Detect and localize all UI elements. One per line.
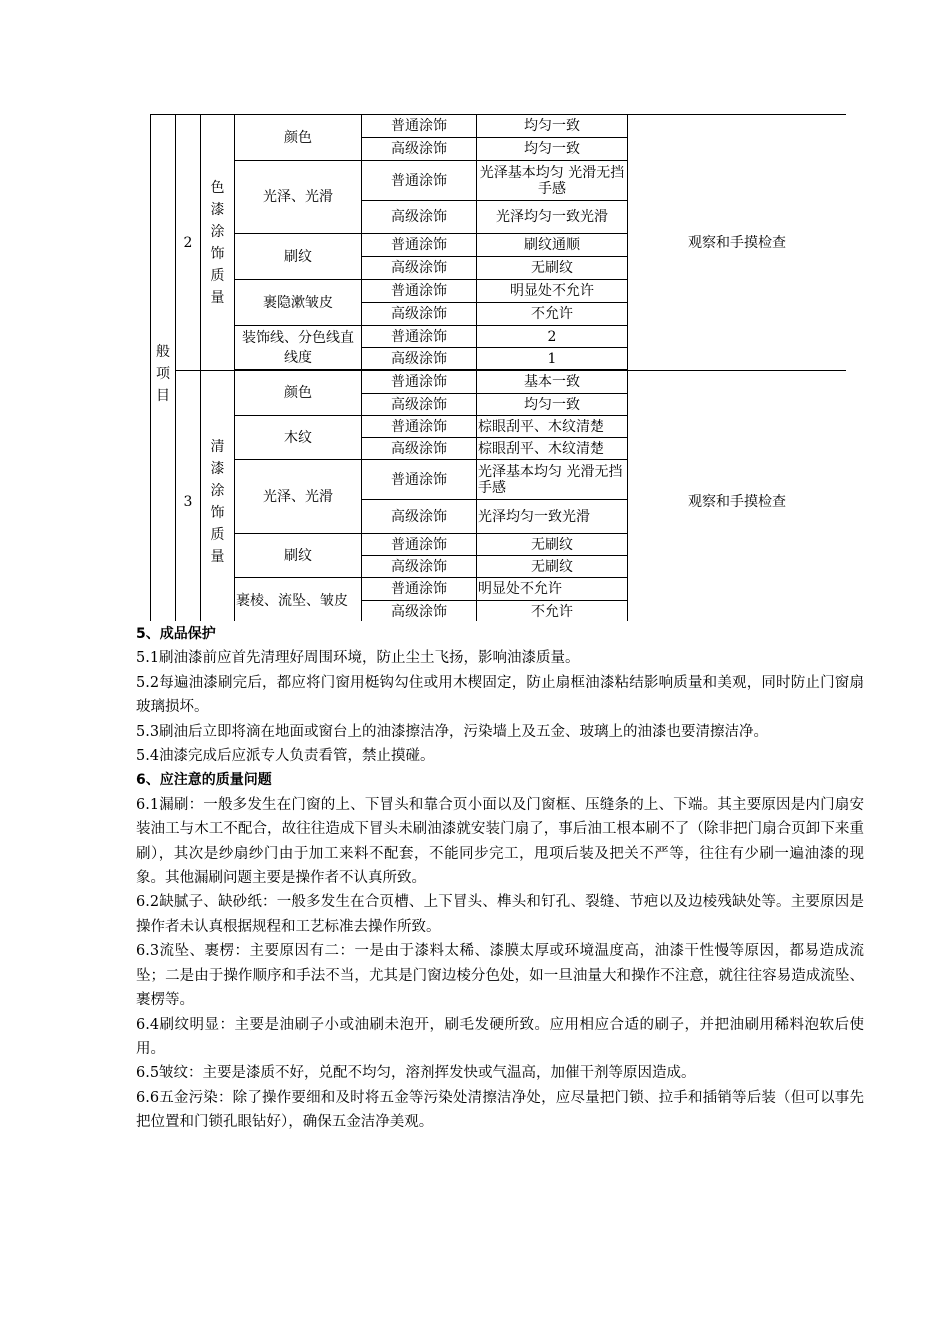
check-method: 观察和手摸检查: [628, 371, 847, 622]
standard-value: 基本一致: [477, 371, 628, 394]
category-cell: [151, 115, 176, 622]
standard-value: 明显处不允许: [477, 578, 628, 601]
paragraph: 5.2每遍油漆刷完后，都应将门窗用梃钩勾住或用木楔固定，防止扇框油漆粘结影响质量和美观，同时防止门窗扇玻璃损坏。: [136, 674, 864, 716]
paragraph: 5.4油漆完成后应派专人负责看管，禁止摸碰。: [136, 748, 435, 765]
level-label: 普通涂饰: [362, 578, 477, 601]
item-name: 裹隐漱皱皮: [235, 280, 362, 326]
level-label: 普通涂饰: [362, 115, 477, 138]
level-label: 普通涂饰: [362, 460, 477, 500]
item-name: 颜色: [235, 371, 362, 416]
level-label: 高级涂饰: [362, 303, 477, 326]
level-label: 高级涂饰: [362, 601, 477, 622]
group-name: 清漆涂饰质量: [210, 439, 225, 565]
paragraph: 5.1刷油漆前应首先清理好周围环境，防止尘土飞扬，影响油漆质量。: [136, 650, 580, 667]
level-label: 高级涂饰: [362, 556, 477, 578]
paragraph: 6.2缺腻子、缺砂纸：一般多发生在合页槽、上下冒头、榫头和钉孔、裂缝、节疤以及边棱残缺处等。主要原因是操作者未认真根据规程和工艺标准去操作所致。: [136, 894, 864, 935]
paragraph: 6.1漏刷：一般多发生在门窗的上、下冒头和靠合页小面以及门窗框、压缝条的上、下端。其主要原因是内门扇安装油工与木工不配合，故往往造成下冒头未刷油漆就安装门扇了，事后油工根本刷不了（除非把门扇合页卸下来重刷），其次是纱扇纱门由于加工来料不配套，不能同步完工，甩项后装及把关不严等，往往有少刷一遍油漆的现象。其他漏刷问题主要是操作者不认真所致。: [136, 796, 864, 887]
standard-value: 无刷纹: [477, 257, 628, 280]
paragraph: 6.6五金污染：除了操作要细和及时将五金等污染处清擦洁净处，应尽量把门锁、拉手和插销等后装（但可以事先把位置和门锁孔眼钻好），确保五金洁净美观。: [136, 1089, 864, 1131]
paragraph: 6.4刷纹明显：主要是油刷子小或油刷未泡开，刷毛发硬所致。应用相应合适的刷子，并把油刷用稀料泡软后使用。: [136, 1016, 864, 1057]
item-name: 木纹: [235, 416, 362, 460]
item-name: 装饰线、分色线直线度: [235, 326, 362, 370]
standard-value: 不允许: [477, 303, 628, 326]
level-label: 高级涂饰: [362, 438, 477, 460]
item-name: 光泽、光滑: [235, 460, 362, 534]
group-no: 3: [176, 371, 201, 622]
item-name: 颜色: [235, 115, 362, 161]
level-label: 高级涂饰: [362, 201, 477, 234]
paragraph: 6.5皱纹：主要是漆质不好，兑配不均匀，溶剂挥发快或气温高，加催干剂等原因造成。: [136, 1065, 696, 1082]
standard-value: 无刷纹: [477, 556, 628, 578]
level-label: 普通涂饰: [362, 161, 477, 201]
standard-value: 光泽均匀一致光滑: [477, 500, 628, 534]
level-label: 高级涂饰: [362, 500, 477, 534]
standard-value: 2: [477, 326, 628, 348]
section-heading: 5、成品保护: [136, 626, 216, 642]
standard-value: 光泽基本均匀 光滑无挡手感: [477, 460, 628, 500]
group-name-cell: [201, 371, 235, 622]
standard-value: 光泽均匀一致光滑: [477, 201, 628, 234]
standard-value: 无刷纹: [477, 534, 628, 556]
item-name: 刷纹: [235, 234, 362, 280]
paragraph: 5.3刷油后立即将滴在地面或窗台上的油漆擦洁净，污染墙上及五金、玻璃上的油漆也要清擦洁净。: [136, 723, 769, 740]
body-text: [136, 622, 864, 1135]
level-label: 普通涂饰: [362, 326, 477, 348]
level-label: 高级涂饰: [362, 348, 477, 370]
level-label: 普通涂饰: [362, 234, 477, 257]
table-row: [151, 115, 847, 138]
category-label: 般项目: [156, 344, 170, 404]
level-label: 普通涂饰: [362, 371, 477, 394]
level-label: 高级涂饰: [362, 138, 477, 161]
standard-value: 1: [477, 348, 628, 370]
paragraph: 6.3流坠、裹楞：主要原因有二：一是由于漆料太稀、漆膜太厚或环境温度高，油漆干性慢等原因，都易造成流坠；二是由于操作顺序和手法不当，尤其是门窗边棱分色处，如一旦油量大和操作不注意，就往往容易造成流坠、裹楞等。: [136, 943, 864, 1009]
level-label: 普通涂饰: [362, 416, 477, 438]
standard-value: 棕眼刮平、木纹清楚: [477, 416, 628, 438]
standard-value: 棕眼刮平、木纹清楚: [477, 438, 628, 460]
standard-value: 不允许: [477, 601, 628, 622]
standard-value: 明显处不允许: [477, 280, 628, 303]
level-label: 普通涂饰: [362, 534, 477, 556]
table-row: [151, 371, 847, 394]
standard-value: 刷纹通顺: [477, 234, 628, 257]
level-label: 高级涂饰: [362, 257, 477, 280]
standard-value: 均匀一致: [477, 394, 628, 416]
standard-value: 均匀一致: [477, 138, 628, 161]
quality-table-container: [150, 114, 846, 621]
item-name: 刷纹: [235, 534, 362, 578]
section-heading: 6、应注意的质量问题: [136, 772, 272, 789]
group-no: 2: [176, 115, 201, 371]
quality-table: [150, 114, 846, 621]
check-method: 观察和手摸检查: [628, 115, 847, 371]
item-name: 裹棱、流坠、皱皮: [235, 578, 362, 622]
item-name: 光泽、光滑: [235, 161, 362, 234]
standard-value: 均匀一致: [477, 115, 628, 138]
level-label: 高级涂饰: [362, 394, 477, 416]
standard-value: 光泽基本均匀 光滑无挡手感: [477, 161, 628, 201]
level-label: 普通涂饰: [362, 280, 477, 303]
group-name: 色漆涂饰质量: [210, 179, 225, 306]
group-name-cell: [201, 115, 235, 371]
